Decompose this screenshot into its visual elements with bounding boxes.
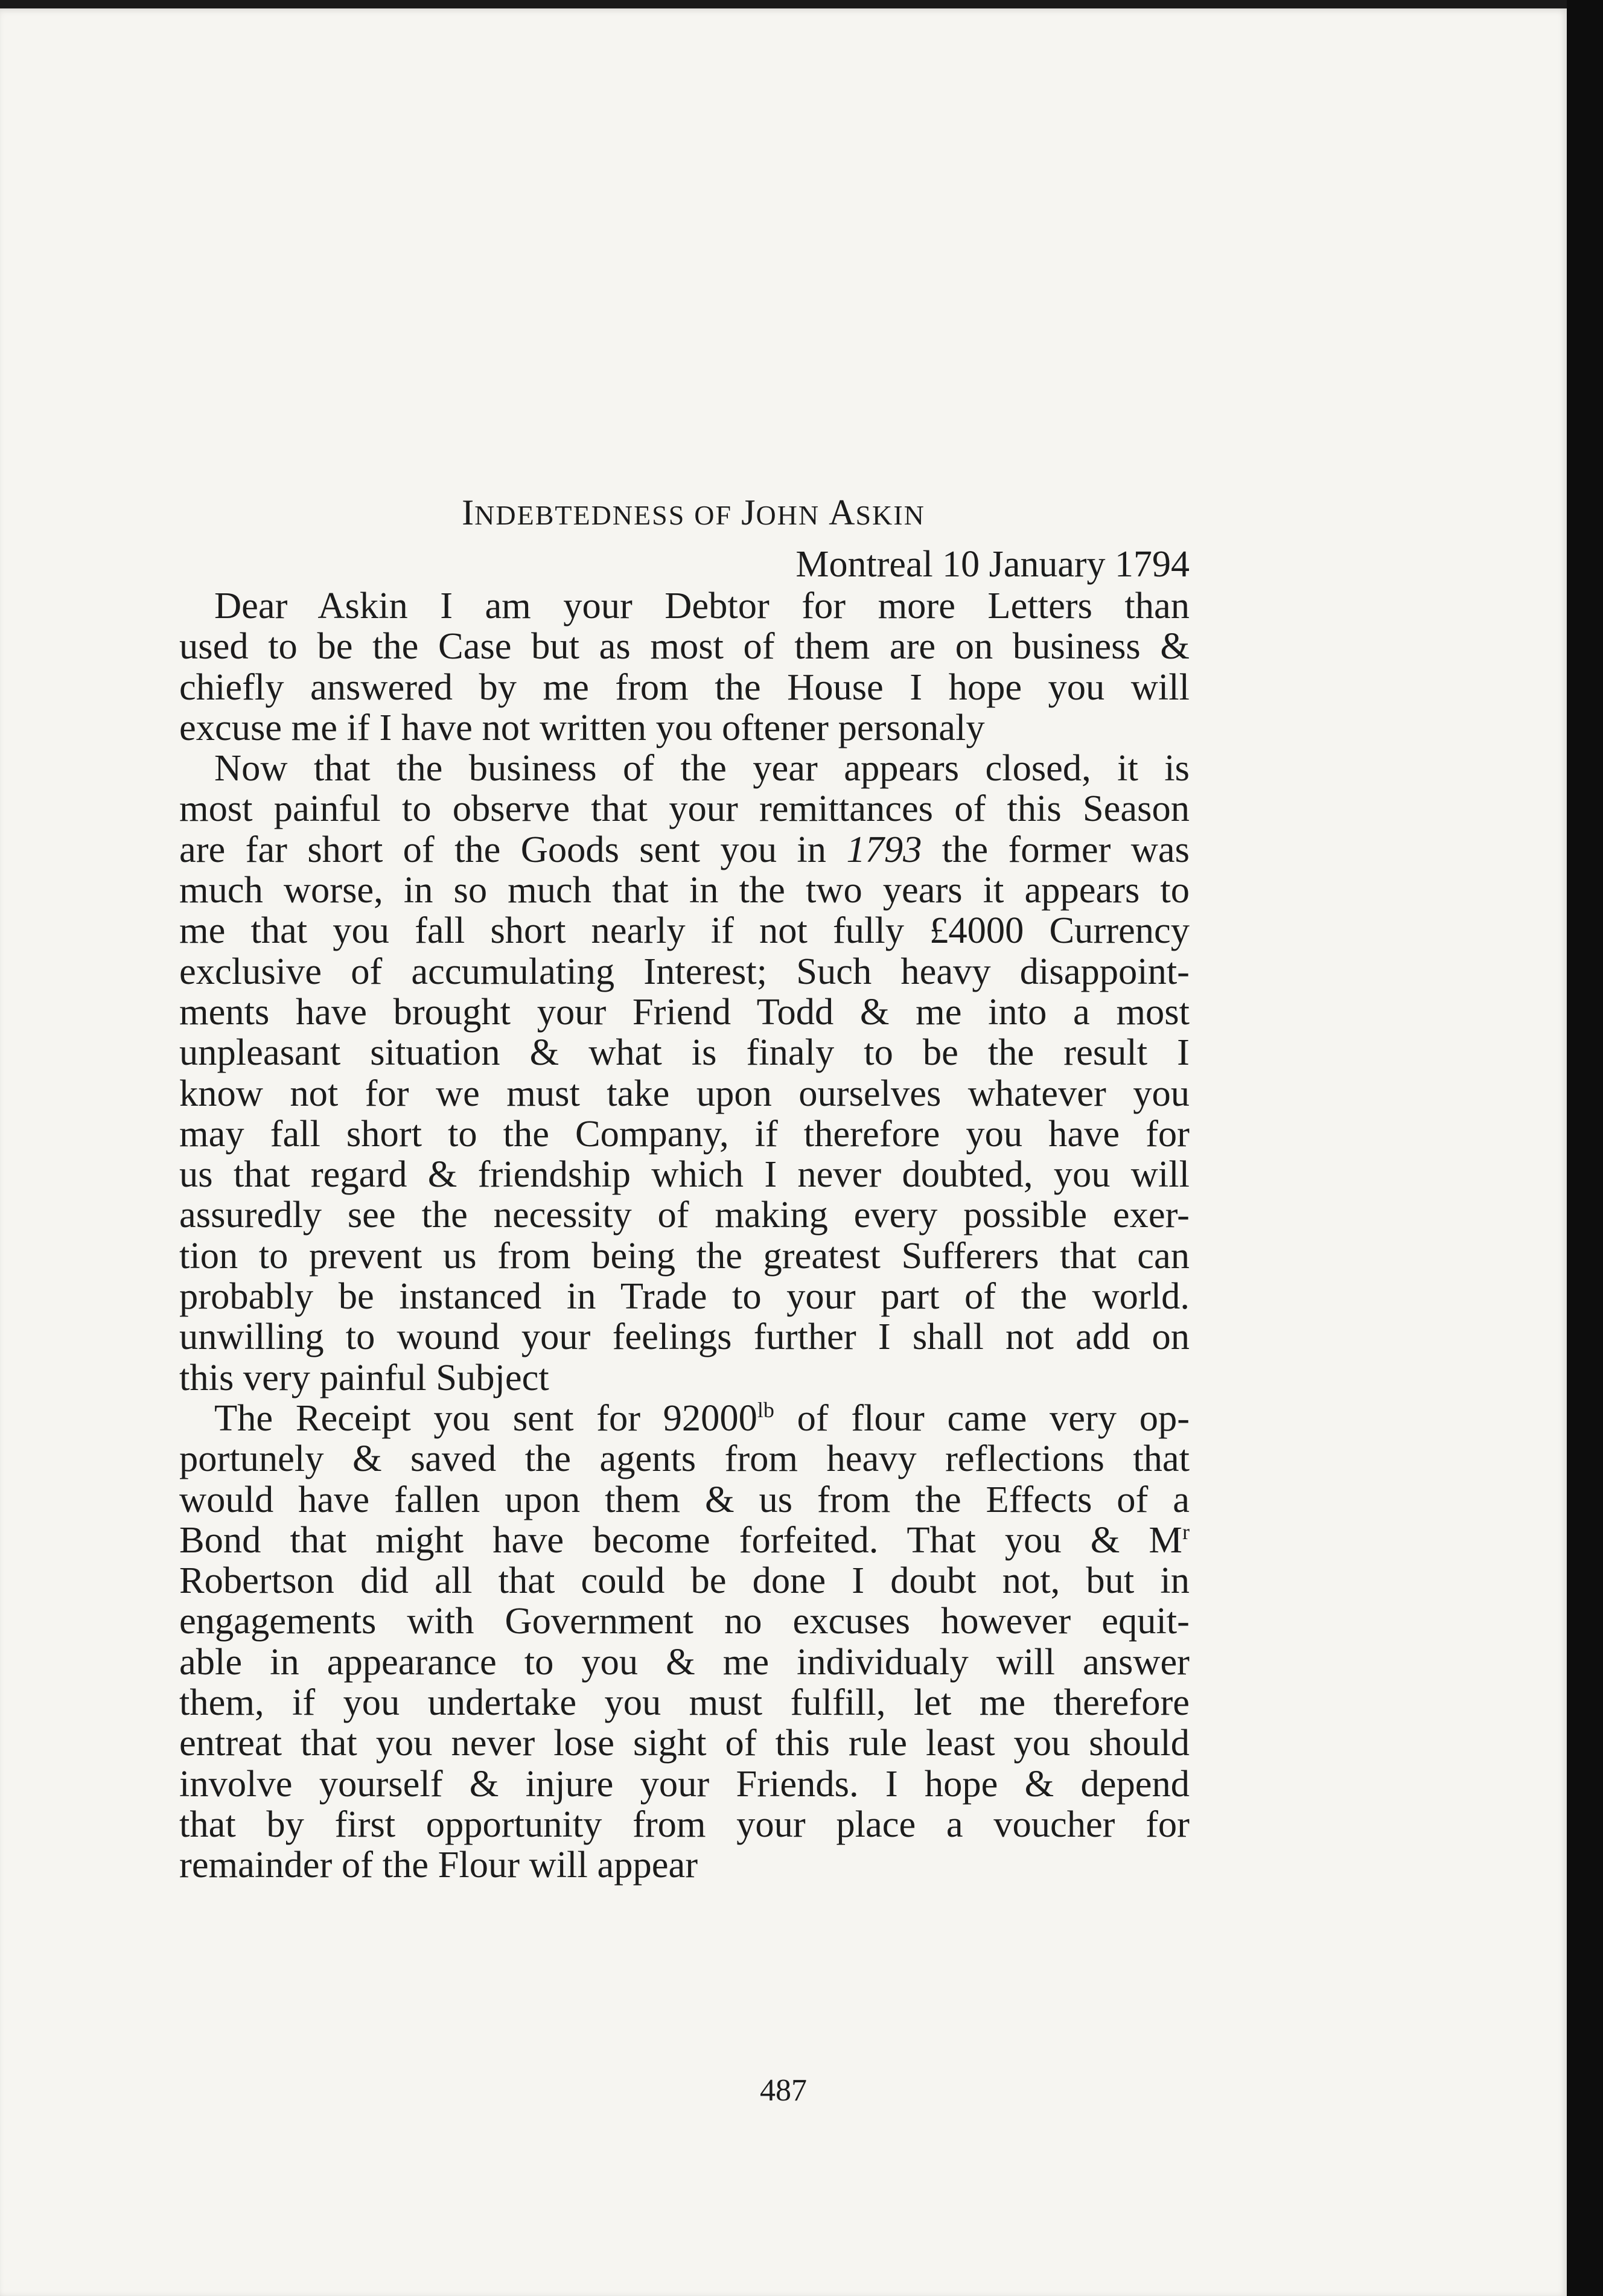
text-line: portunely & saved the agents from heavy reflections that — [179, 1437, 1190, 1480]
text-line: me that you fall short nearly if not fully £4000 Currency — [179, 909, 1190, 952]
text-line — [179, 1520, 1190, 1560]
text-line: much worse, in so much that in the two years it appears to — [179, 869, 1190, 911]
text-line — [179, 829, 1190, 870]
letter-dateline: Montreal 10 January 1794 — [795, 544, 1190, 585]
text-line: us that regard & friendship which I never doubted, you will — [179, 1153, 1190, 1196]
text-line: Dear Askin I am your Debtor for more Letters than — [214, 584, 1190, 627]
text-line: may fall short to the Company, if therefore you have for — [179, 1112, 1190, 1155]
text-fragment: are far short of the Goods sent you in — [179, 828, 827, 870]
text-line — [179, 1398, 1190, 1438]
paragraph — [179, 1398, 1190, 1886]
text-line: used to be the Case but as most of them are on business & — [179, 625, 1190, 668]
text-fragment: The Receipt you sent for 92000 — [214, 1396, 757, 1439]
text-line: chiefly answered by me from the House I hope you will — [179, 665, 1190, 708]
scan-border — [1567, 0, 1603, 2296]
superscript: r — [1182, 1519, 1190, 1544]
text-line: most painful to observe that your remittances of this Season — [179, 787, 1190, 830]
page-number: 487 — [760, 2073, 807, 2108]
book-page — [0, 8, 1567, 2296]
heading-initial: J — [741, 493, 756, 532]
heading-small-caps: OF — [694, 500, 733, 531]
text-line: engagements with Government no excuses however equit- — [179, 1599, 1190, 1642]
text-fragment: the former was — [942, 828, 1190, 870]
text-line: know not for we must take upon ourselves whatever you — [179, 1071, 1190, 1114]
text-line: them, if you undertake you must fulfill, let me therefore — [179, 1681, 1190, 1724]
text-line: assuredly see the necessity of making every possible exer- — [179, 1193, 1190, 1236]
text-line: Robertson did all that could be done I doubt not, but in — [179, 1559, 1190, 1602]
heading-initial: I — [462, 493, 475, 532]
text-line: involve yourself & injure your Friends. I hope & depend — [179, 1762, 1190, 1805]
text-line: able in appearance to you & me individualy will answer — [179, 1640, 1190, 1683]
text-fragment: Bond that might have become forfeited. That you & M — [179, 1518, 1182, 1561]
text-line: would have fallen upon them & us from the Effects of a — [179, 1478, 1190, 1520]
text-line: unpleasant situation & what is finaly to be the result I — [179, 1031, 1190, 1074]
heading-small-caps: OHN — [756, 500, 820, 531]
letter-text-block — [179, 485, 1190, 1886]
text-line: tion to prevent us from being the greatest Sufferers that can — [179, 1234, 1190, 1277]
text-line: exclusive of accumulating Interest; Such heavy disappoint- — [179, 949, 1190, 992]
text-line: that by first opportunity from your place a voucher for — [179, 1802, 1190, 1845]
text-line: this very painful Subject — [179, 1356, 549, 1398]
heading-small-caps: NDEBTEDNESS — [474, 500, 686, 531]
section-heading — [197, 485, 1190, 540]
text-line: excuse me if I have not written you oftener personaly — [179, 706, 985, 748]
text-line: remainder of the Flour will appear — [179, 1843, 698, 1886]
paragraph — [179, 585, 1190, 748]
text-line: probably be instanced in Trade to your part of the world. — [179, 1275, 1190, 1318]
text-line: entreat that you never lose sight of this rule least you should — [179, 1721, 1190, 1764]
text-line: unwilling to wound your feelings further I shall not add on — [179, 1315, 1190, 1358]
heading-initial: A — [829, 493, 856, 532]
text-line: Now that the business of the year appears closed, it is — [214, 747, 1190, 789]
superscript: lb — [757, 1397, 774, 1422]
text-line: ments have brought your Friend Todd & me into a most — [179, 990, 1190, 1033]
italic-year: 1793 — [846, 828, 922, 870]
paragraph — [179, 748, 1190, 1398]
heading-small-caps: SKIN — [855, 500, 925, 531]
text-fragment: of flour came very op- — [797, 1396, 1190, 1439]
